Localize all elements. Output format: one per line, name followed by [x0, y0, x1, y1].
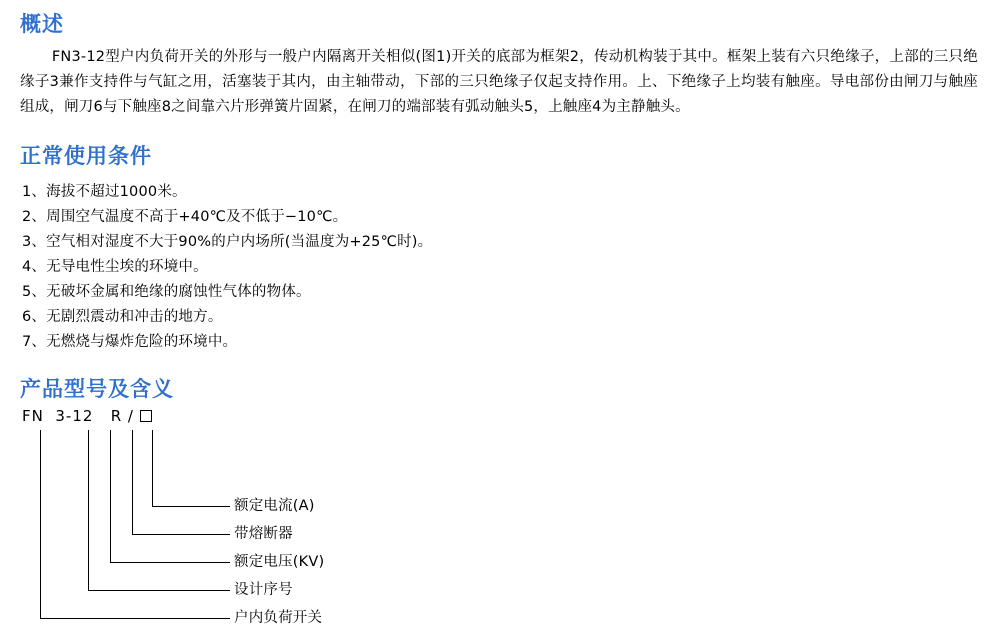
conditions-list — [18, 180, 982, 355]
leader-line-horizontal — [152, 506, 230, 507]
leader-line-horizontal — [110, 562, 230, 563]
list-item: 5、无破坏金属和绝缘的腐蚀性气体的物体。 — [22, 283, 311, 300]
leader-label: 带熔断器 — [234, 526, 293, 543]
leader-label: 户内负荷开关 — [234, 610, 323, 627]
model-code-box-icon — [140, 410, 152, 422]
leader-label: 设计序号 — [234, 582, 293, 599]
overview-heading: 概述 — [20, 12, 64, 36]
leader-line-vertical — [40, 430, 41, 618]
list-item: 2、周围空气温度不高于+40℃及不低于−10℃。 — [22, 208, 348, 225]
leader-line-vertical — [132, 430, 133, 534]
overview-paragraph: FN3-12型户内负荷开关的外形与一般户内隔离开关相似(图1)开关的底部为框架2，传动机构装于其中。框架上装有六只绝缘子，上部的三只绝缘子3兼作支持件与气缸之用，活塞装于其内，由主轴带动，下部的三只绝缘子仅起支持作用。上、下绝缘子上均装有触座。导电部份由闸刀与触座组成，闸刀6与下触座8之间靠六片形弹簧片固紧，在闸刀的端部装有弧动触头5，上触座4为主静触头。 — [20, 49, 978, 116]
leader-line-horizontal — [88, 590, 230, 591]
list-item: 1、海拔不超过1000米。 — [22, 183, 187, 200]
leader-line-vertical — [88, 430, 89, 590]
leader-line-horizontal — [40, 618, 230, 619]
list-item: 4、无导电性尘埃的环境中。 — [22, 258, 208, 275]
leader-line-horizontal — [132, 534, 230, 535]
model-breakdown-diagram — [22, 430, 522, 627]
leader-line-vertical — [152, 430, 153, 506]
conditions-heading: 正常使用条件 — [20, 144, 152, 169]
list-item: 3、空气相对湿度不大于90%的户内场所(当温度为+25℃时)。 — [22, 233, 433, 250]
model-code-line — [18, 406, 982, 426]
model-code-text: FN 3-12 R / — [22, 407, 140, 426]
list-item: 6、无剧烈震动和冲击的地方。 — [22, 308, 223, 325]
leader-label: 额定电压(KV) — [234, 554, 325, 571]
leader-label: 额定电流(A) — [234, 498, 315, 515]
leader-line-vertical — [110, 430, 111, 562]
list-item: 7、无燃烧与爆炸危险的环境中。 — [22, 333, 238, 350]
model-heading: 产品型号及含义 — [20, 376, 174, 401]
